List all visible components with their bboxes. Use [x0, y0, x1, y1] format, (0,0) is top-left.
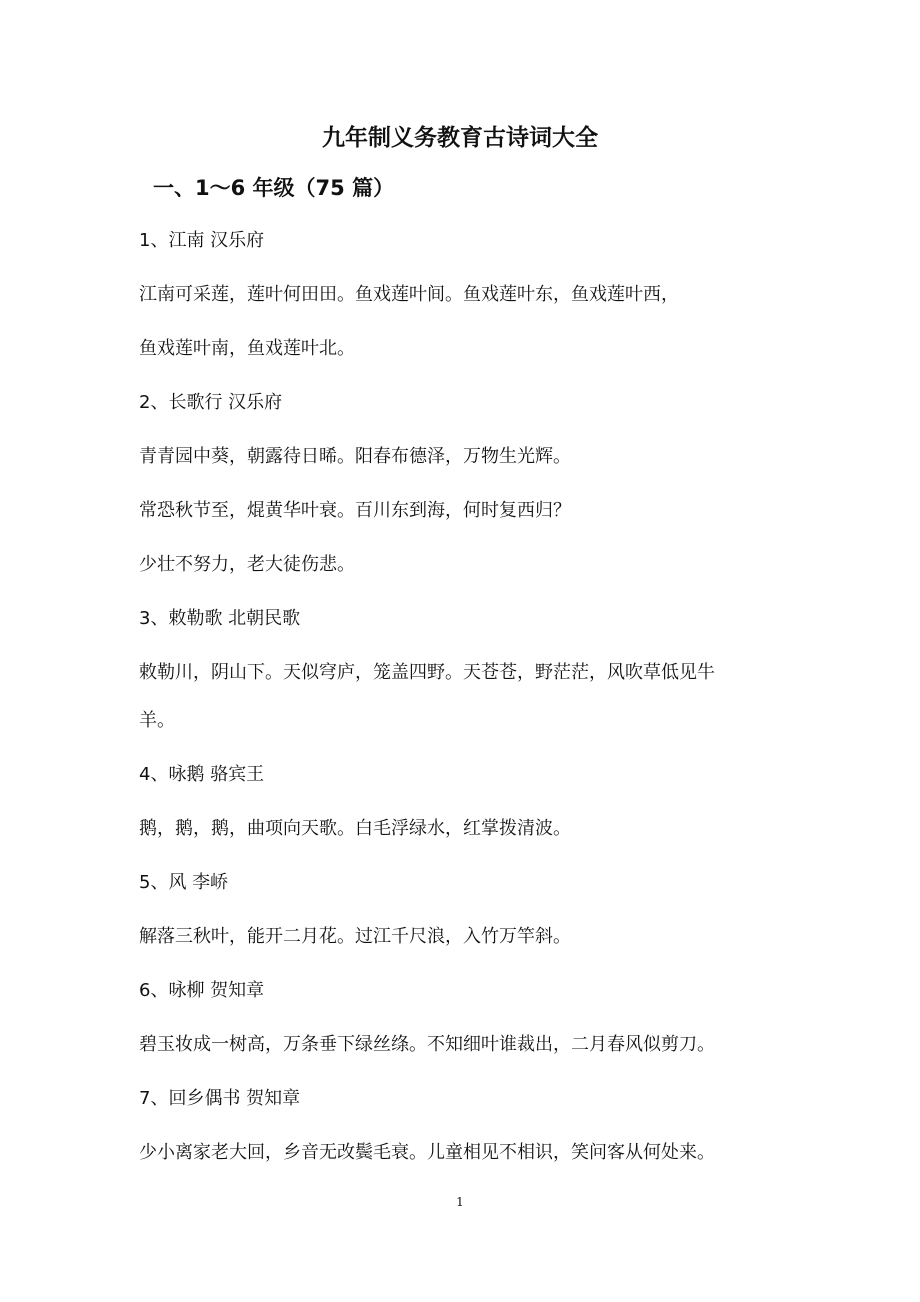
- poem-heading: 5、风 李峤: [139, 872, 229, 893]
- page-number: 1: [456, 1195, 464, 1209]
- poem-text-line: 少壮不努力，老大徒伤悲。: [139, 554, 355, 575]
- document-title: 九年制义务教育古诗词大全: [322, 125, 598, 151]
- poem-heading: 7、回乡偶书 贺知章: [139, 1088, 301, 1109]
- section-heading: 一、1～6 年级（75 篇）: [153, 176, 395, 200]
- poem-text-line: 鹅，鹅，鹅，曲项向天歌。白毛浮绿水，红掌拨清波。: [139, 818, 571, 839]
- poem-text-line: 碧玉妆成一树高，万条垂下绿丝绦。不知细叶谁裁出，二月春风似剪刀。: [139, 1034, 715, 1055]
- poem-text-line: 解落三秋叶，能开二月花。过江千尺浪，入竹万竿斜。: [139, 926, 571, 947]
- poem-text-line: 敕勒川，阴山下。天似穹庐，笼盖四野。天苍苍，野茫茫，风吹草低见牛: [139, 662, 715, 683]
- poem-heading: 6、咏柳 贺知章: [139, 980, 265, 1001]
- poem-heading: 3、敕勒歌 北朝民歌: [139, 608, 301, 629]
- poem-text-line: 青青园中葵，朝露待日晞。阳春布德泽，万物生光辉。: [139, 446, 571, 467]
- poem-text-line: 羊。: [139, 710, 175, 731]
- poem-text-line: 常恐秋节至，焜黄华叶衰。百川东到海，何时复西归？: [139, 500, 571, 521]
- poem-heading: 1、江南 汉乐府: [139, 230, 265, 251]
- poem-heading: 2、长歌行 汉乐府: [139, 392, 283, 413]
- poem-text-line: 江南可采莲，莲叶何田田。鱼戏莲叶间。鱼戏莲叶东，鱼戏莲叶西，: [139, 284, 679, 305]
- poem-text-line: 少小离家老大回，乡音无改鬓毛衰。儿童相见不相识，笑问客从何处来。: [139, 1142, 715, 1163]
- poem-text-line: 鱼戏莲叶南，鱼戏莲叶北。: [139, 338, 355, 359]
- poem-heading: 4、咏鹅 骆宾王: [139, 764, 265, 785]
